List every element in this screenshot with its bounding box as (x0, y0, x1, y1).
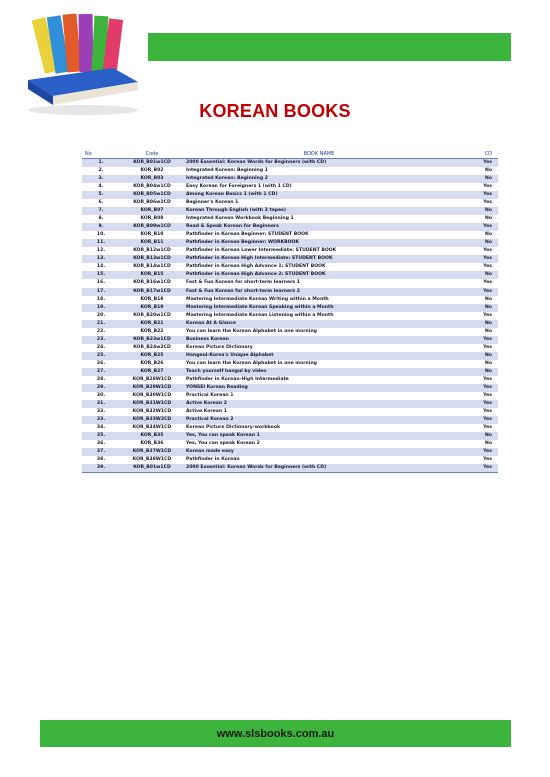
row-number: 30. (82, 392, 120, 400)
row-cd: Yes (454, 400, 498, 408)
table-row (82, 288, 498, 296)
table-row (82, 191, 498, 199)
table-row (82, 320, 498, 328)
row-book-name: Korean Through English (with 3 tapes) (184, 207, 454, 215)
table-row (82, 464, 498, 473)
row-cd: Yes (454, 247, 498, 255)
row-code: KOR_B13w1CD (120, 255, 184, 263)
table-header-row (82, 150, 498, 159)
row-book-name: Read & Speak Korean for Beginners (184, 223, 454, 231)
row-number: 39. (82, 464, 120, 473)
row-book-name: Korean made easy (184, 448, 454, 456)
row-number: 21. (82, 320, 120, 328)
header-no: No (82, 150, 120, 159)
row-cd: Yes (454, 263, 498, 271)
row-book-name: Active Korean 1 (184, 408, 454, 416)
row-code: KOR_B38W1CD (120, 456, 184, 464)
table-row (82, 416, 498, 424)
row-number: 33. (82, 416, 120, 424)
row-code: KOR_B04w1CD (120, 183, 184, 191)
row-number: 38. (82, 456, 120, 464)
row-number: 5. (82, 191, 120, 199)
table-row (82, 328, 498, 336)
table-row (82, 440, 498, 448)
row-book-name: Pathfinder in Korean-High Intermediate (184, 376, 454, 384)
table-row (82, 424, 498, 432)
table-row (82, 344, 498, 352)
row-number: 9. (82, 223, 120, 231)
row-cd: No (454, 296, 498, 304)
row-code: KOR_B08 (120, 215, 184, 223)
table-row (82, 352, 498, 360)
row-book-name: You can learn the Korean Alphabet in one morning (184, 328, 454, 336)
table-row (82, 279, 498, 287)
row-code: KOR_B35 (120, 432, 184, 440)
row-book-name: Pathfinder in Korean Beginner: WORKBOOK (184, 239, 454, 247)
row-number: 11. (82, 239, 120, 247)
row-code: KOR_B16w1CD (120, 279, 184, 287)
table-row (82, 448, 498, 456)
row-code: KOR_B02 (120, 167, 184, 175)
row-code: KOR_B22 (120, 328, 184, 336)
row-number: 32. (82, 408, 120, 416)
row-cd: Yes (454, 464, 498, 473)
row-code: KOR_B30W1CD (120, 392, 184, 400)
row-cd: Yes (454, 223, 498, 231)
row-cd: Yes (454, 199, 498, 207)
row-number: 35. (82, 432, 120, 440)
row-code: KOR_B14w1CD (120, 263, 184, 271)
row-number: 36. (82, 440, 120, 448)
row-code: KOR_B10 (120, 231, 184, 239)
table-row (82, 239, 498, 247)
row-cd: No (454, 360, 498, 368)
row-cd: Yes (454, 448, 498, 456)
row-code: KOR_B37W1CD (120, 448, 184, 456)
row-book-name: Mastering Intermediate Korean Writing within a Month (184, 296, 454, 304)
table-row (82, 336, 498, 344)
table-row (82, 207, 498, 215)
row-cd: No (454, 320, 498, 328)
row-cd: Yes (454, 424, 498, 432)
page-title: KOREAN BOOKS (199, 101, 351, 121)
row-book-name: Pathfinder in Korean (184, 456, 454, 464)
row-cd: Yes (454, 191, 498, 199)
row-number: 6. (82, 199, 120, 207)
row-number: 23. (82, 336, 120, 344)
row-book-name: 2000 Essential: Korean Words for Beginners (with CD) (184, 159, 454, 168)
row-number: 25. (82, 352, 120, 360)
row-code: KOR_B07 (120, 207, 184, 215)
row-book-name: Active Korean 2 (184, 400, 454, 408)
row-code: KOR_B36 (120, 440, 184, 448)
footer-url: www.slsbooks.com.au (216, 727, 335, 740)
row-cd: Yes (454, 384, 498, 392)
table-row (82, 215, 498, 223)
table-row (82, 408, 498, 416)
row-code: KOR_B05w1CD (120, 191, 184, 199)
row-cd: No (454, 352, 498, 360)
table-row (82, 384, 498, 392)
table-row (82, 432, 498, 440)
row-cd: No (454, 231, 498, 239)
row-cd: No (454, 215, 498, 223)
header-book-name: BOOK NAME (184, 150, 454, 159)
book-table (82, 150, 498, 473)
row-number: 29. (82, 384, 120, 392)
row-book-name: Korean At A Glance (184, 320, 454, 328)
row-code: KOR_B18 (120, 296, 184, 304)
row-book-name: 2000 Essential: Korean Words for Beginners (with CD) (184, 464, 454, 473)
row-cd: No (454, 432, 498, 440)
table-row (82, 175, 498, 183)
row-code: KOR_B03 (120, 175, 184, 183)
row-code: KOR_B09w1CD (120, 223, 184, 231)
row-code: KOR_B24w2CD (120, 344, 184, 352)
row-number: 27. (82, 368, 120, 376)
row-number: 17. (82, 288, 120, 296)
row-cd: Yes (454, 312, 498, 320)
row-number: 7. (82, 207, 120, 215)
table-row (82, 199, 498, 207)
row-number: 1. (82, 159, 120, 168)
row-book-name: Pathfinder in Korean High Advance 2: STUDENT BOOK (184, 271, 454, 279)
row-number: 34. (82, 424, 120, 432)
row-book-name: Pathfinder in Korean Lower Intermediate: STUDENT BOOK (184, 247, 454, 255)
row-number: 37. (82, 448, 120, 456)
row-cd: Yes (454, 392, 498, 400)
row-cd: No (454, 368, 498, 376)
row-number: 2. (82, 167, 120, 175)
row-code: KOR_B28W1CD (120, 376, 184, 384)
table-row (82, 255, 498, 263)
row-code: KOR_B17w1CD (120, 288, 184, 296)
row-number: 18. (82, 296, 120, 304)
table-row (82, 167, 498, 175)
row-code: KOR_B01w1CD (120, 159, 184, 168)
row-code: KOR_B26 (120, 360, 184, 368)
row-number: 8. (82, 215, 120, 223)
row-book-name: Beginner's Korean 1 (184, 199, 454, 207)
row-number: 12. (82, 247, 120, 255)
header-code: Code (120, 150, 184, 159)
row-book-name: Easy Korean for Foreigners 1 (with 1 CD) (184, 183, 454, 191)
table-row (82, 271, 498, 279)
table-row (82, 159, 498, 168)
row-cd: Yes (454, 336, 498, 344)
table-row (82, 223, 498, 231)
row-code: KOR_B34W1CD (120, 424, 184, 432)
row-book-name: Fast & Fun Korean for short-term learners 1 (184, 279, 454, 287)
table-row (82, 456, 498, 464)
row-book-name: Pathfinder in Korean High Advance 1: STUDENT BOOK (184, 263, 454, 271)
row-cd: No (454, 271, 498, 279)
row-book-name: Korean Picture Dictionary-workbook (184, 424, 454, 432)
row-book-name: Business Korean (184, 336, 454, 344)
table-row (82, 368, 498, 376)
table-row (82, 247, 498, 255)
row-book-name: Practical Korean 2 (184, 416, 454, 424)
table-row (82, 376, 498, 384)
row-book-name: Yes, You can speak Korean 1 (184, 432, 454, 440)
row-book-name: Fast & Fun Korean for short-term learners 2 (184, 288, 454, 296)
row-code: KOR_B19 (120, 304, 184, 312)
row-cd: Yes (454, 408, 498, 416)
row-number: 22. (82, 328, 120, 336)
table-row (82, 392, 498, 400)
row-number: 19. (82, 304, 120, 312)
row-code: KOR_B12w1CD (120, 247, 184, 255)
row-book-name: Mastering Intermediate Korean Listening within a Month (184, 312, 454, 320)
row-number: 31. (82, 400, 120, 408)
row-code: KOR_B21 (120, 320, 184, 328)
row-number: 3. (82, 175, 120, 183)
row-number: 28. (82, 376, 120, 384)
row-code: KOR_B15 (120, 271, 184, 279)
row-code: KOR_B27 (120, 368, 184, 376)
row-cd: Yes (454, 183, 498, 191)
row-cd: No (454, 207, 498, 215)
row-book-name: Integrated Korean: Beginning 2 (184, 175, 454, 183)
row-book-name: Korean Picture Dictionary (184, 344, 454, 352)
row-number: 4. (82, 183, 120, 191)
row-book-name: Pathfinder in Korean Beginner: STUDENT BOOK (184, 231, 454, 239)
row-cd: Yes (454, 255, 498, 263)
row-code: KOR_B11 (120, 239, 184, 247)
header-bar (148, 33, 511, 61)
row-code: KOR_B25 (120, 352, 184, 360)
table-row (82, 231, 498, 239)
row-number: 14. (82, 263, 120, 271)
row-cd: No (454, 167, 498, 175)
row-book-name: Teach yourself hangul by video (184, 368, 454, 376)
row-cd: Yes (454, 279, 498, 287)
row-cd: Yes (454, 288, 498, 296)
row-book-name: Pathfinder in Korean High Intermediate: STUDENT BOOK (184, 255, 454, 263)
row-cd: Yes (454, 416, 498, 424)
row-cd: Yes (454, 344, 498, 352)
row-book-name: Hangeul-Korea's Unique Alphabet (184, 352, 454, 360)
row-book-name: Integrated Korean: Beginning 1 (184, 167, 454, 175)
row-number: 15. (82, 271, 120, 279)
row-number: 16. (82, 279, 120, 287)
row-code: KOR_B23w1CD (120, 336, 184, 344)
row-book-name: Yes, You can speak Korean 2 (184, 440, 454, 448)
row-number: 26. (82, 360, 120, 368)
row-book-name: Mastering Intermediate Korean Speaking within a Month (184, 304, 454, 312)
row-book-name: Integrated Korean Workbook Beginning 1 (184, 215, 454, 223)
row-cd: Yes (454, 376, 498, 384)
row-code: KOR_B33W2CD (120, 416, 184, 424)
row-cd: No (454, 440, 498, 448)
row-book-name: Among Korean Basics 1 (with 1 CD) (184, 191, 454, 199)
row-cd: No (454, 328, 498, 336)
row-code: KOR_B01w1CD (120, 464, 184, 473)
footer-bar (40, 720, 511, 747)
row-book-name: You can learn the Korean Alphabet in one morning (184, 360, 454, 368)
row-number: 13. (82, 255, 120, 263)
row-book-name: YONSEI Korean Reading (184, 384, 454, 392)
table-row (82, 296, 498, 304)
table-row (82, 312, 498, 320)
row-cd: Yes (454, 159, 498, 168)
row-code: KOR_B31W1CD (120, 400, 184, 408)
row-cd: No (454, 239, 498, 247)
row-number: 20. (82, 312, 120, 320)
table-row (82, 263, 498, 271)
row-cd: No (454, 175, 498, 183)
table-row (82, 360, 498, 368)
table-row (82, 400, 498, 408)
row-cd: Yes (454, 456, 498, 464)
header-cd: CD (454, 150, 498, 159)
row-code: KOR_B29W1CD (120, 384, 184, 392)
row-code: KOR_B06w2CD (120, 199, 184, 207)
row-book-name: Practical Korean 1 (184, 392, 454, 400)
row-code: KOR_B32W1CD (120, 408, 184, 416)
row-number: 24. (82, 344, 120, 352)
row-code: KOR_B20w1CD (120, 312, 184, 320)
row-number: 10. (82, 231, 120, 239)
row-cd: No (454, 304, 498, 312)
table-row (82, 304, 498, 312)
table-row (82, 183, 498, 191)
